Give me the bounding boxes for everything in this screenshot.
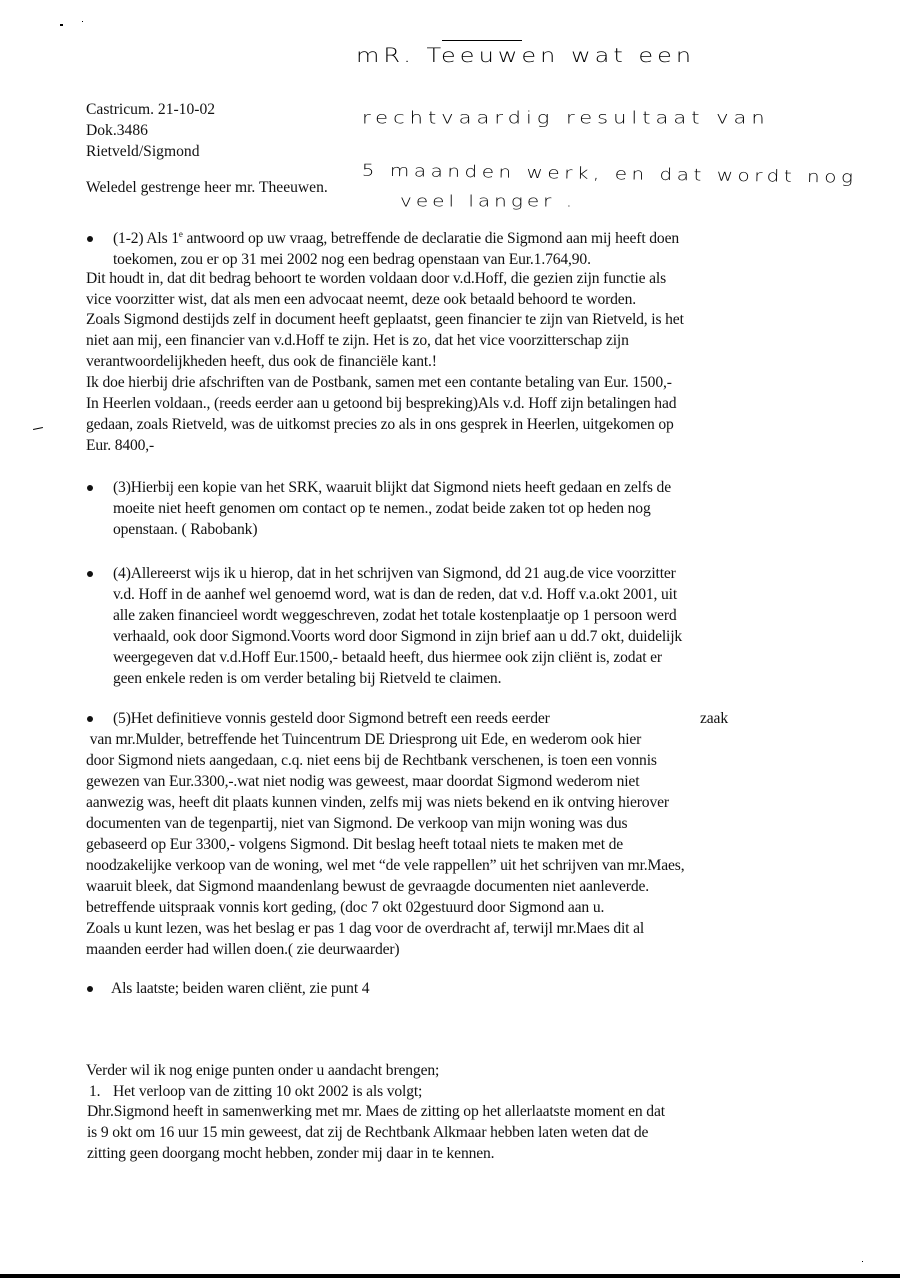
paragraph-line: verantwoordelijkheden heeft, dus ook de financiële kant.! [86,353,437,370]
closing-line: is 9 okt om 16 uur 15 min geweest, dat zij de Rechtbank Alkmaar hebben laten weten dat de [87,1124,649,1141]
paragraph-line: vice voorzitter wist, dat als men een advocaat neemt, deze ook betaald behoord te worden. [86,291,636,308]
scan-speck [82,21,83,22]
scan-speck [862,1261,863,1262]
point-3-line: openstaan. ( Rabobank) [113,521,258,538]
point-5-line: waaruit bleek, dat Sigmond maandenlang bewust de gevraagde documenten niet aanleverde. [86,878,649,895]
document-number: Dok.3486 [86,122,148,139]
closing-line: Dhr.Sigmond heeft in samenwerking met mr. Maes de zitting op het allerlaatste moment en dat [87,1103,665,1120]
point-5-line: noodzakelijke verkoop van de woning, wel met “de vele rappellen” uit het schrijven van mr.Maes, [86,857,685,874]
point-1-2-line [113,228,679,249]
point-5-line: gebaseerd op Eur 3300,- volgens Sigmond. Dit beslag heeft totaal niets te maken met de [86,836,624,853]
bullet-icon [87,236,93,242]
point-5-line: documenten van de tegenpartij, niet van Sigmond. De verkoop van mijn woning was dus [86,815,628,832]
bullet-icon [87,485,93,491]
point-4-line: verhaald, ook door Sigmond.Voorts word door Sigmond in zijn brief aan u dd.7 okt, duidelijk [113,628,683,645]
scan-speck [33,427,43,430]
handwritten-line: rechtvaardig resultaat van [362,108,770,128]
handwritten-stroke [442,40,522,41]
point-3-line: moeite niet heeft genomen om contact op te nemen., zodat beide zaken tot op heden nog [113,500,651,517]
closing-item-number: 1. [89,1083,101,1100]
point-5-line: van mr.Mulder, betreffende het Tuincentrum DE Driesprong uit Ede, en wederom ook hier [86,731,642,748]
bullet-icon [87,571,93,577]
point-1-2-text: (1-2) Als 1 [113,230,179,247]
point-5-line: gewezen van Eur.3300,-.wat niet nodig was geweest, maar doordat Sigmond wederom niet [86,773,640,790]
scan-speck [60,24,63,26]
point-5-line: door Sigmond niets aangedaan, c.q. niet eens bij de Rechtbank verschenen, is toen een vonnis [86,752,657,769]
paragraph-line: niet aan mij, een financier van v.d.Hoff te zijn. Het is zo, dat het vice voorzitterschap zijn [86,332,629,349]
handwritten-line: mR. Teeuwen wat een [356,44,696,67]
closing-line: zitting geen doorgang mocht hebben, zonder mij daar in te kennen. [87,1145,495,1162]
bullet-icon [87,986,93,992]
paragraph-line: Eur. 8400,- [86,437,155,454]
handwritten-line: veel langer . [400,191,577,211]
point-5-line: maanden eerder had willen doen.( zie deurwaarder) [86,941,400,958]
case-reference: Rietveld/Sigmond [86,143,200,160]
handwritten-line: 5 maanden werk, en dat wordt nog [361,160,858,187]
place-date: Castricum. 21-10-02 [86,101,216,118]
point-4-line: v.d. Hoff in de aanhef wel genoemd word, wat is dan de reden, dat v.d. Hoff v.a.okt 2001, uit [113,586,678,603]
point-4-line: (4)Allereerst wijs ik u hierop, dat in het schrijven van Sigmond, dd 21 aug.de vice voorzitter [113,565,676,582]
point-5-line: betreffende uitspraak vonnis kort geding, (doc 7 okt 02gestuurd door Sigmond aan u. [86,899,605,916]
closing-intro: Verder wil ik nog enige punten onder u aandacht brengen; [86,1062,440,1079]
paragraph-line: In Heerlen voldaan., (reeds eerder aan u getoond bij bespreking)Als v.d. Hoff zijn betalingen had [86,395,677,412]
scan-edge-bar [0,1274,900,1278]
paragraph-line: Ik doe hierbij drie afschriften van de Postbank, samen met een contante betaling van Eur. 1500,- [86,374,672,391]
point-1-2-text: antwoord op uw vraag, betreffende de declaratie die Sigmond aan mij heeft doen [182,230,679,247]
point-3-line: (3)Hierbij een kopie van het SRK, waaruit blijkt dat Sigmond niets heeft gedaan en zelfs de [113,479,671,496]
paragraph-line: gedaan, zoals Rietveld, was de uitkomst precies zo als in ons gesprek in Heerlen, uitgekomen op [86,416,674,433]
paragraph-line: Dit houdt in, dat dit bedrag behoort te worden voldaan door v.d.Hoff, die gezien zijn functie als [86,270,667,287]
point-4-line: geen enkele reden is om verder betaling bij Rietveld te claimen. [113,670,502,687]
point-5-line: (5)Het definitieve vonnis gesteld door Sigmond betreft een reeds eerder [113,710,550,727]
point-5-line: Zoals u kunt lezen, was het beslag er pas 1 dag voor de overdracht af, terwijl mr.Maes dit al [86,920,645,937]
closing-item-text: Het verloop van de zitting 10 okt 2002 is als volgt; [113,1083,423,1100]
point-5-line: aanwezig was, heeft dit plaats kunnen vinden, zelfs mij was niets bekend en ik ontving hierover [86,794,669,811]
salutation: Weledel gestrenge heer mr. Theeuwen. [86,179,328,196]
bullet-icon [87,716,93,722]
point-4-line: weergegeven dat v.d.Hoff Eur.1500,- betaald heeft, dus hiermee ook zijn cliënt is, zodat er [113,649,662,666]
paragraph-line: Zoals Sigmond destijds zelf in document heeft geplaatst, geen financier te zijn van Rietveld, is het [86,311,684,328]
point-4-line: alle zaken financieel wordt weggeschreven, zodat het totale kostenplaatje op 1 persoon werd [113,607,677,624]
superscript: e [178,228,183,239]
point-1-2-line: toekomen, zou er op 31 mei 2002 nog een bedrag openstaan van Eur.1.764,90. [113,251,591,268]
point-5-line: zaak [700,710,728,727]
point-last-line: Als laatste; beiden waren cliënt, zie punt 4 [111,980,370,997]
